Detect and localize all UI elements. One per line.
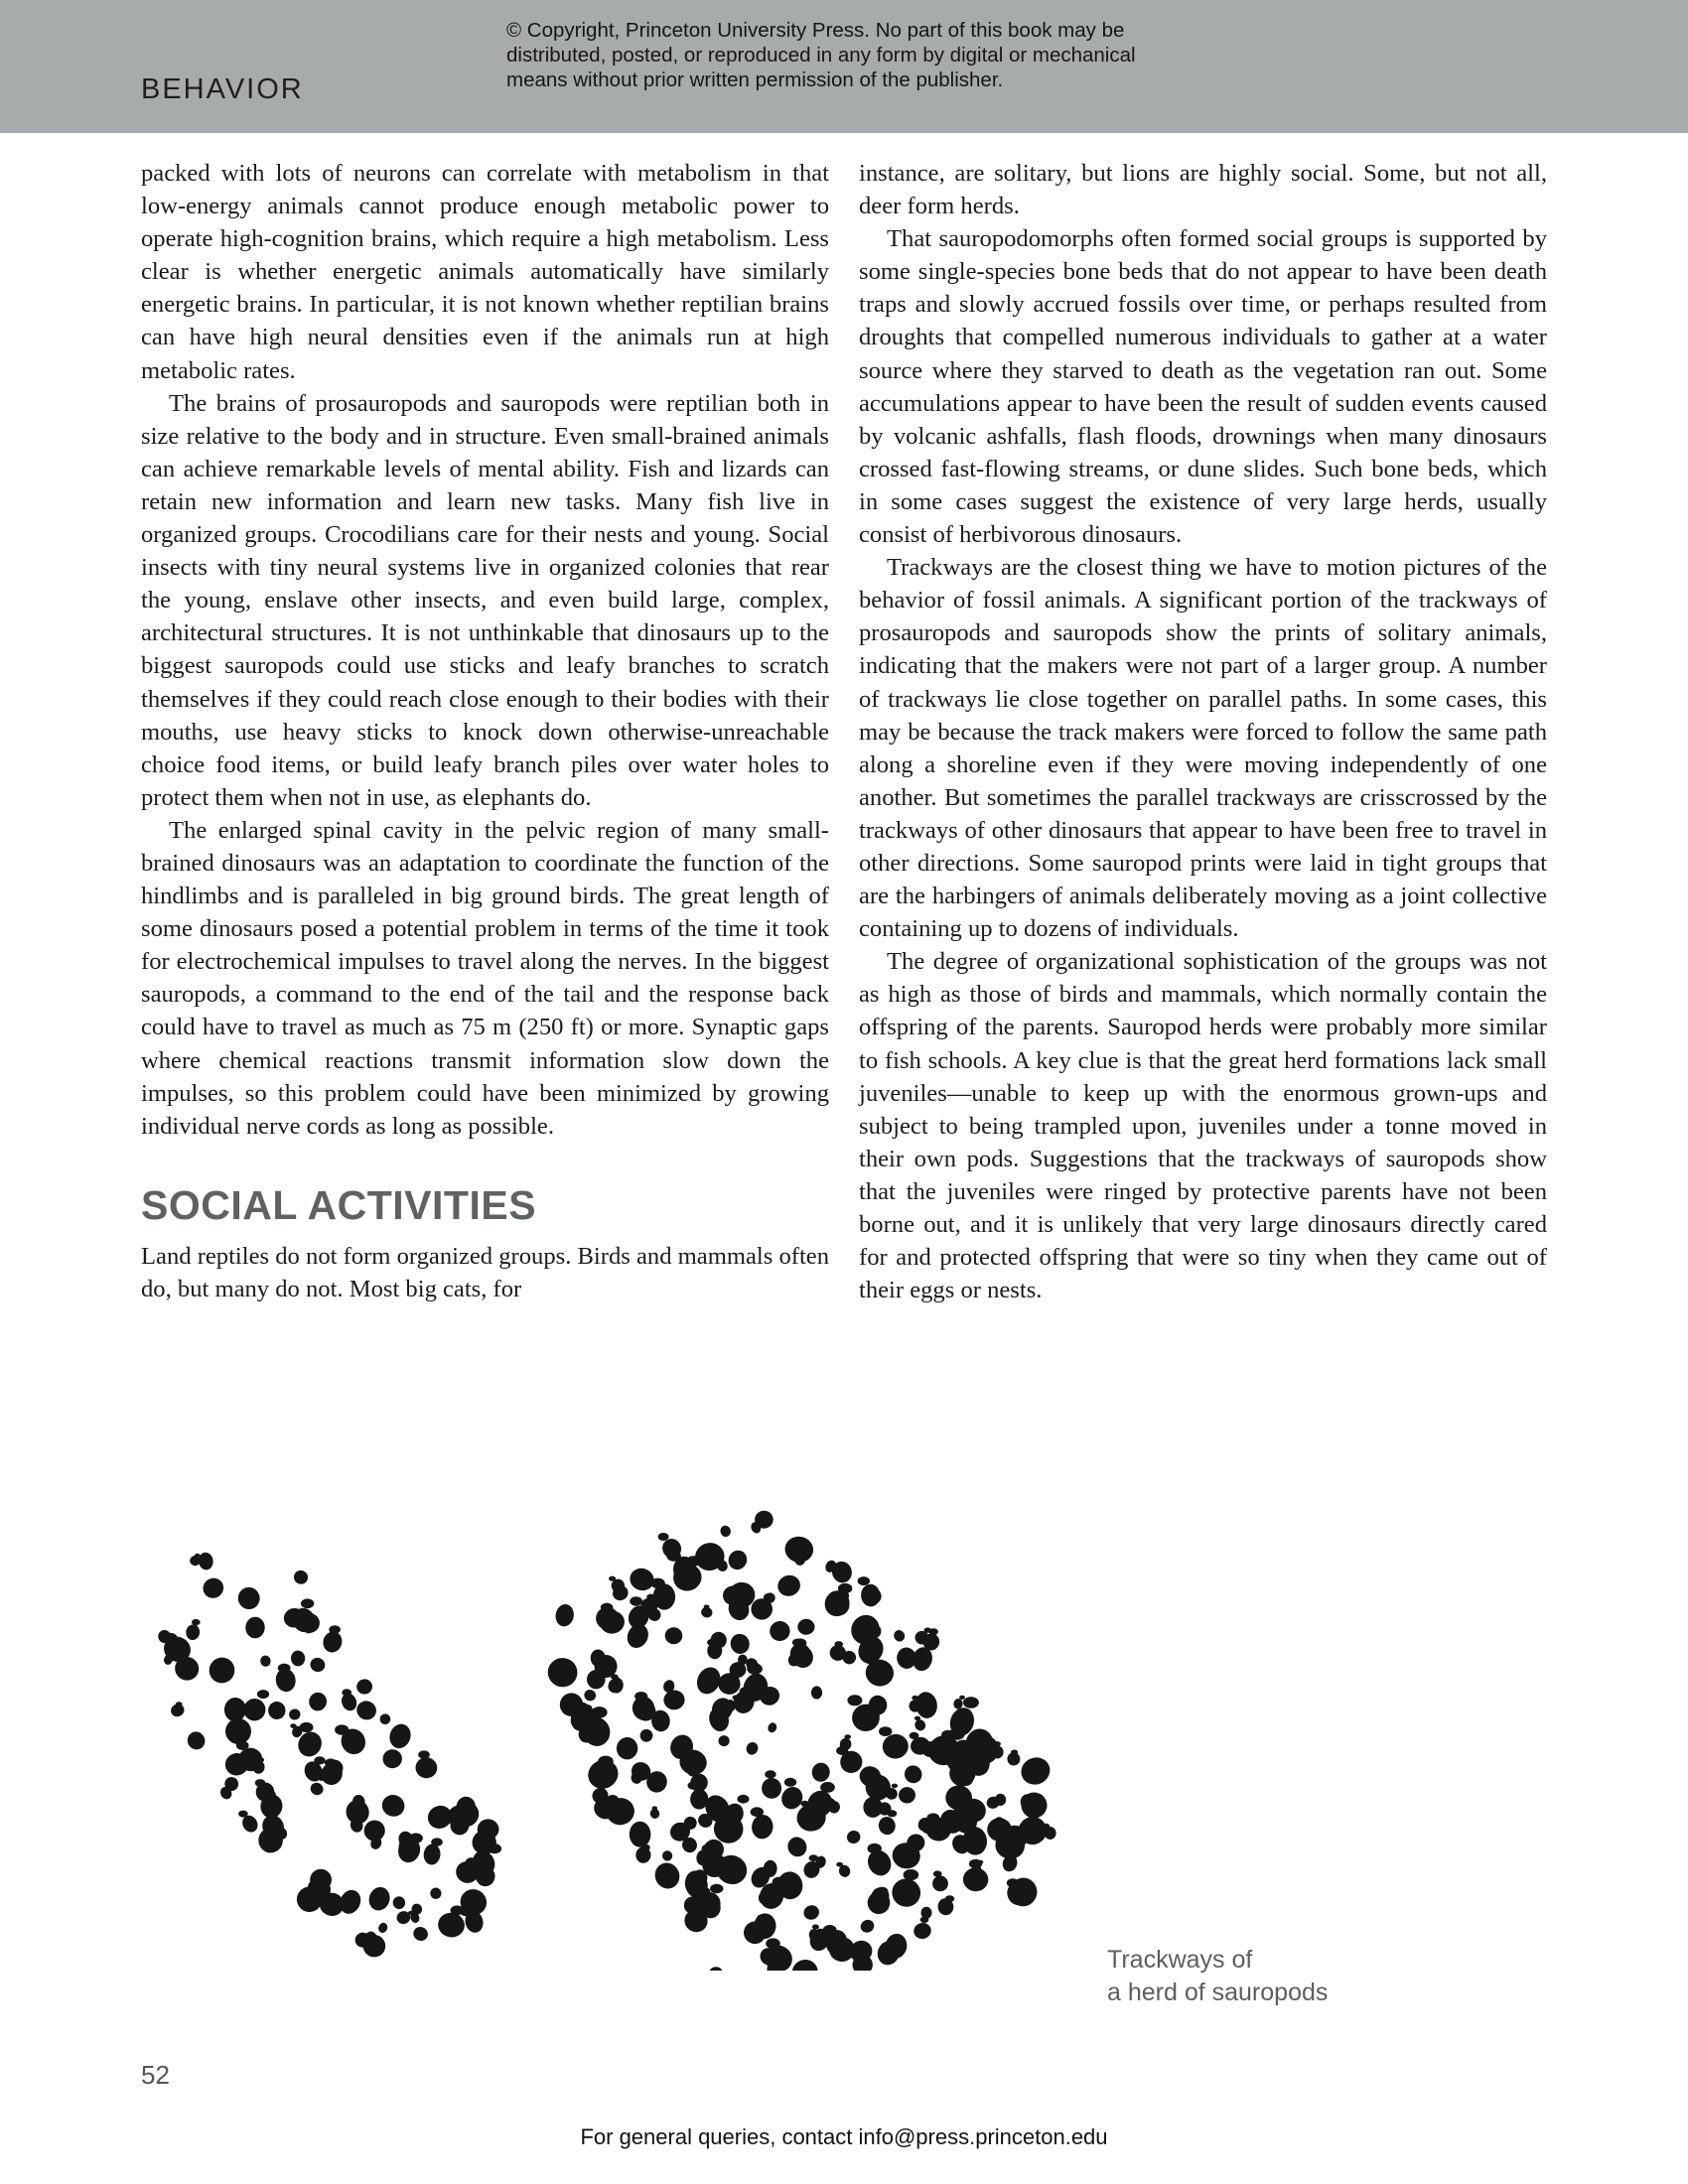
- footprint: [663, 1690, 686, 1711]
- footprint: [355, 1679, 372, 1696]
- footprint: [859, 1918, 877, 1935]
- footprint: [314, 1756, 325, 1764]
- footprint: [224, 1717, 252, 1745]
- footprint: [375, 1834, 382, 1839]
- footprint: [292, 1569, 311, 1587]
- footprint: [583, 1688, 598, 1703]
- section-label: BEHAVIOR: [141, 73, 304, 105]
- footprint: [242, 1697, 268, 1722]
- footprint: [766, 1938, 780, 1949]
- footprint: [1007, 1878, 1020, 1887]
- footprint: [767, 1721, 778, 1734]
- footprint: [624, 1621, 652, 1652]
- section-heading: SOCIAL ACTIVITIES: [141, 1181, 537, 1228]
- footprint: [801, 1903, 821, 1922]
- trackway-cluster-left: [156, 1552, 501, 1961]
- footprint: [931, 1875, 948, 1892]
- footprint: [765, 1770, 775, 1778]
- footprint: [377, 1921, 389, 1934]
- footprint: [704, 1605, 710, 1609]
- footprint: [863, 1797, 882, 1818]
- footprint: [834, 1641, 843, 1647]
- footprint: [664, 1627, 682, 1645]
- footprint: [167, 1652, 173, 1656]
- left-column: [141, 157, 829, 1305]
- footprint: [1011, 1750, 1018, 1755]
- footprint: [616, 1736, 638, 1760]
- footprint: [651, 1859, 683, 1892]
- footprint: [838, 1591, 849, 1599]
- footprint: [630, 1596, 642, 1605]
- footprint: [820, 1782, 835, 1793]
- footprint: [307, 1691, 329, 1713]
- footprint: [994, 1824, 1009, 1835]
- footprint: [898, 1786, 915, 1804]
- footprint: [892, 1628, 907, 1643]
- footprint: [666, 1551, 681, 1562]
- right-column: [859, 157, 1547, 1306]
- footprint: [914, 1691, 938, 1719]
- body-paragraph: The degree of organizational sophistication of the groups was not as high as those of birds and mammals, which normally contain the offspring of the parents. Sauropod herds were probably more similar to fish schools. A key clue is that the great herd formations lack small juveniles—unable to keep up with the enormous grown-ups and subject to being trampled upon, juveniles under a tonne moved in their own pods. Suggestions that the trackways of sauropods show that the juveniles were ringed by protective parents have not been borne out, and it is unlikely that very large dinosaurs directly cared for and protected offspring that were so tiny when they came out of their eggs or nests.: [859, 948, 1547, 1304]
- footprint: [268, 1702, 285, 1719]
- footprint: [844, 1734, 851, 1739]
- footprint: [708, 1967, 724, 1971]
- footprint: [768, 1618, 792, 1643]
- footprint: [836, 1862, 843, 1867]
- footprint: [892, 1784, 898, 1789]
- footprint: [924, 1628, 932, 1633]
- footprint: [638, 1727, 654, 1743]
- footprint: [378, 1791, 407, 1820]
- footprint: [914, 1716, 920, 1721]
- footprint: [845, 1829, 862, 1845]
- footprint: [609, 1576, 616, 1581]
- footprint: [784, 1778, 796, 1787]
- footprint: [920, 1917, 929, 1923]
- copyright-line: © Copyright, Princeton University Press. No part of this book may be: [506, 19, 1125, 42]
- footprint: [994, 1741, 1001, 1746]
- footprint: [945, 1895, 954, 1902]
- footprint: [847, 1695, 862, 1706]
- footprint: [236, 1741, 249, 1750]
- footprint: [627, 1566, 656, 1594]
- footprint: [288, 1707, 302, 1721]
- footprint: [904, 1869, 919, 1880]
- footprint: [366, 1884, 393, 1913]
- footprint: [192, 1619, 201, 1625]
- footprint: [762, 1778, 782, 1800]
- footprint: [236, 1585, 262, 1611]
- footprint: [629, 1822, 650, 1848]
- page-number: 52: [141, 2060, 170, 2090]
- footprint: [200, 1574, 227, 1602]
- trackway-cluster-right: [545, 1510, 1056, 1971]
- footprint: [784, 1834, 810, 1859]
- footprint: [378, 1712, 392, 1726]
- footprint: [343, 1797, 372, 1828]
- footprint: [877, 1815, 897, 1836]
- footprint: [797, 1618, 815, 1635]
- caption-line: a herd of sauropods: [1107, 1979, 1329, 2006]
- footprint: [700, 1887, 710, 1895]
- footprint: [414, 1756, 439, 1780]
- footprint: [740, 1687, 753, 1696]
- footprint: [788, 1956, 821, 1971]
- sauropod-trackway-illustration: [139, 1494, 1092, 1971]
- footprint: [751, 1807, 764, 1817]
- footprint: [978, 1860, 984, 1864]
- footprint: [775, 1572, 803, 1599]
- footprint: [309, 1781, 326, 1798]
- copyright-line: means without prior written permission of the publisher.: [506, 68, 1004, 91]
- footprint: [728, 1632, 752, 1656]
- footprint: [290, 1723, 296, 1728]
- footprint: [185, 1728, 209, 1752]
- footprint: [719, 1525, 732, 1539]
- footprint: [418, 1750, 430, 1758]
- footprint: [812, 1925, 819, 1930]
- footprint: [747, 1663, 763, 1674]
- footprint: [693, 1664, 725, 1699]
- footer-contact: For general queries, contact info@press.princeton.edu: [580, 2124, 1108, 2149]
- footprint: [718, 1735, 730, 1747]
- footprint: [836, 1746, 848, 1755]
- body-paragraph: That sauropodomorphs often formed social groups is supported by some single-species bone beds that do not appear to have been death traps and slowly accrued fossils over time, or perhaps resulted from droughts that compelled numerous individuals to gather at a water source where they starved to death as the vegetation ran out. Some accumulations appear to have been the result of sudden events caused by volcanic ashfalls, flash floods, drownings when many dinosaurs crossed fast-flowing streams, or dune slides. Such bone beds, which in some cases suggest the existence of very large herds, usually consist of herbivorous dinosaurs.: [859, 225, 1547, 549]
- figure-caption: [1107, 1944, 1425, 2009]
- footprint: [661, 1849, 673, 1861]
- footprint: [823, 1925, 837, 1935]
- footprint: [290, 1650, 305, 1667]
- body-paragraph: The enlarged spinal cavity in the pelvic region of many small-brained dinosaurs was an adaptation to coordinate the function of the hindlimbs and is paralleled in big ground birds. The great length of some dinosaurs posed a potential problem in terms of the time it took for electrochemical impulses to travel along the nerves. In the biggest sauropods, a command to the end of the tail and the response back could have to travel as much as 75 m (250 ft) or more. Synaptic gaps where chemical reactions transmit information slow down the impulses, so this problem could have been minimized by growing individual nerve cords as long as possible.: [141, 816, 829, 1140]
- footprint: [868, 1843, 882, 1853]
- footprint: [308, 1656, 327, 1675]
- footprint: [309, 1621, 315, 1625]
- footprint: [278, 1664, 291, 1673]
- footprint: [910, 1732, 919, 1739]
- footprint: [725, 1548, 750, 1573]
- footprint: [607, 1795, 618, 1803]
- footprint: [411, 1924, 431, 1943]
- footprint: [205, 1653, 239, 1688]
- footprint: [386, 1721, 414, 1751]
- footprint: [958, 1772, 965, 1777]
- footprint: [335, 1724, 349, 1734]
- body-paragraph: The brains of prosauropods and sauropods were reptilian both in size relative to the body and in structure. Even small-brained animals can achieve remarkable levels of mental ability. Fish and lizards can retain new information and learn new tasks. Many fish live in organized groups. Crocodilians care for their nests and young. Social insects with tiny neural systems live in organized colonies that rear the young, enslave other insects, and even build large, complex, architectural structures. It is not unthinkable that dinosaurs up to the biggest sauropods could use sticks and leafy branches to scratch themselves if they could reach close enough to their bodies with their mouths, use heavy sticks to knock down otherwise-unreachable choice food items, or build leafy branch piles over water holes to protect them when not in use, as elephants do.: [141, 389, 829, 811]
- footprint: [1017, 1753, 1055, 1790]
- footprint: [863, 1654, 878, 1665]
- footprint: [809, 1854, 818, 1861]
- footprint: [738, 1795, 750, 1804]
- footprint: [658, 1533, 669, 1541]
- footprint: [876, 1887, 889, 1896]
- footprint: [429, 1886, 442, 1899]
- footprint: [301, 1598, 314, 1608]
- footprint: [652, 1806, 658, 1810]
- footprint: [710, 1884, 723, 1894]
- footprint: [888, 1874, 924, 1911]
- footprint: [245, 1616, 265, 1638]
- footprint: [255, 1779, 266, 1787]
- footprint: [811, 1686, 822, 1699]
- footprint: [423, 1843, 442, 1866]
- copyright-notice: [506, 18, 1241, 92]
- footprint: [342, 1689, 352, 1696]
- footprint: [858, 1576, 870, 1585]
- footprint: [238, 1811, 248, 1818]
- body-paragraph: packed with lots of neurons can correlate with metabolism in that low-energy animals cannot produce enough metabolic power to operate high-cognition brains, which require a high metabolism. Less clear is whether energetic animals automatically have similarly energetic brains. In particular, it is not known whether reptilian brains can have high neural densities even if the animals run at high metabolic rates.: [141, 160, 829, 384]
- footprint: [963, 1697, 979, 1708]
- footprint: [223, 1697, 246, 1721]
- footprint: [592, 1706, 608, 1718]
- footprint: [1019, 1790, 1049, 1820]
- footprint: [176, 1702, 183, 1706]
- footprint: [707, 1639, 716, 1646]
- footprint: [382, 1749, 402, 1768]
- body-paragraph: instance, are solitary, but lions are highly social. Some, but not all, deer form herds.: [859, 160, 1547, 220]
- footprint: [913, 1921, 932, 1940]
- footprint: [783, 1535, 815, 1565]
- footprint: [545, 1656, 579, 1690]
- footprint: [634, 1692, 647, 1702]
- footprint: [451, 1905, 465, 1915]
- copyright-line: distributed, posted, or reproduced in any form by digital or mechanical: [506, 44, 1136, 67]
- footprint: [879, 1726, 892, 1736]
- footprint: [329, 1625, 341, 1634]
- footprint: [764, 1593, 775, 1602]
- footprint: [953, 1699, 963, 1709]
- body-paragraph: Land reptiles do not form organized groups. Birds and mammals often do, but many do not. Most big cats, for: [141, 1242, 829, 1302]
- footprint: [353, 1698, 379, 1722]
- footprint: [259, 1655, 271, 1668]
- footprint: [810, 1761, 831, 1783]
- footprint: [431, 1838, 443, 1845]
- body-paragraph: Trackways are the closest thing we have to motion pictures of the behavior of fossil animals. A significant portion of the trackways of prosauropods and sauropods show the prints of solitary animals, indicating that the makers were not part of a larger group. A number of trackways lie close together on parallel paths. In some cases, this may be because the track makers were forced to follow the same path along a shoreline even if they were moving independently of one another. But sometimes the parallel trackways are crisscrossed by the trackways of other dinosaurs that appear to have been free to travel in other directions. Some sauropod prints were laid in tight groups that are the harbingers of animals deliberately moving as a joint collective containing up to dozens of individuals.: [859, 554, 1547, 943]
- footprint: [794, 1638, 806, 1647]
- footprint: [198, 1552, 214, 1570]
- footprint: [598, 1756, 614, 1767]
- footprint: [688, 1782, 699, 1790]
- footprint: [554, 1603, 576, 1628]
- footprint: [263, 1790, 276, 1800]
- footprint: [185, 1623, 201, 1641]
- footprint: [745, 1740, 761, 1756]
- footprint: [913, 1717, 927, 1732]
- footprint: [751, 1814, 774, 1841]
- footprint: [959, 1696, 965, 1700]
- caption-line: Trackways of: [1107, 1946, 1253, 1974]
- footprint: [902, 1762, 924, 1786]
- footprint: [278, 1826, 284, 1831]
- footprint: [933, 1870, 942, 1876]
- footprint: [881, 1732, 911, 1761]
- footprint: [257, 1690, 269, 1699]
- footprint: [391, 1895, 406, 1910]
